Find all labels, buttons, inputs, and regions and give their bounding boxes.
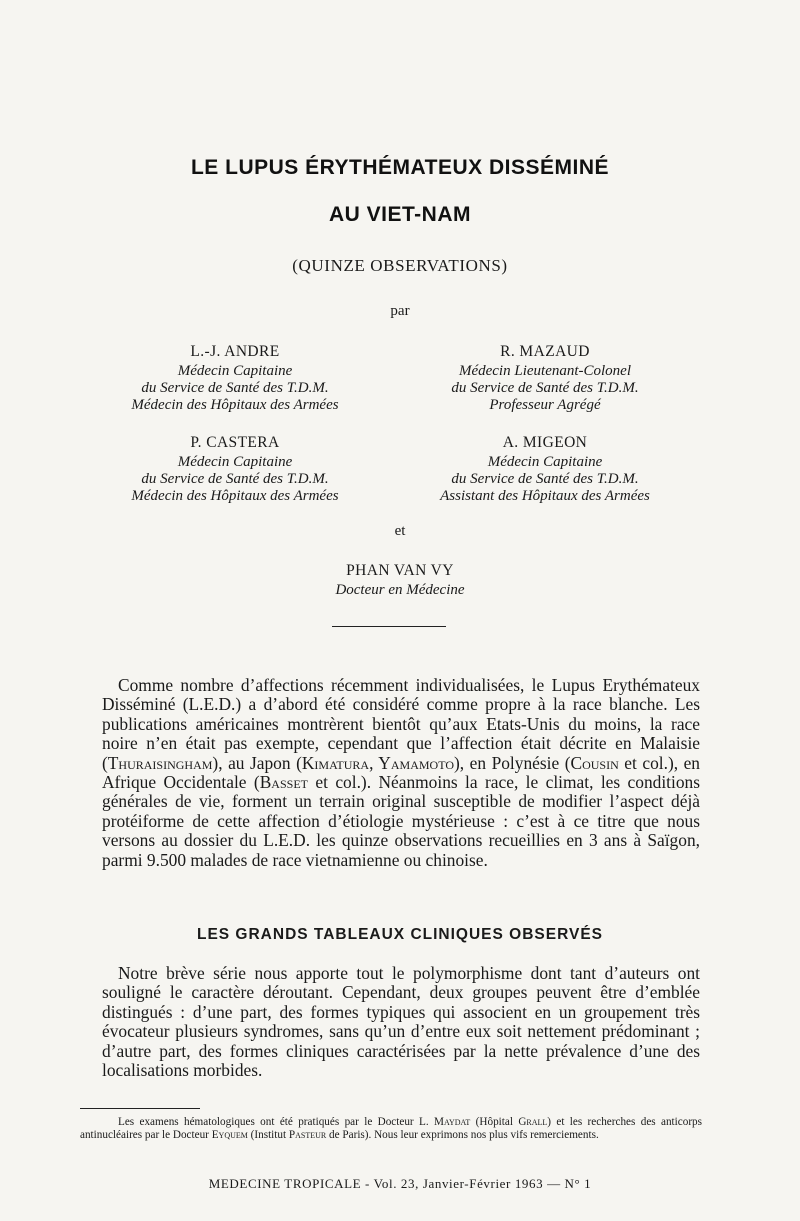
cited-name: Maydat [434, 1116, 471, 1128]
author-block [100, 434, 370, 505]
clinical-paragraph [102, 964, 700, 1080]
footnote-rule [80, 1108, 200, 1109]
author-block [100, 343, 370, 414]
author-affiliation: du Service de Santé des T.D.M. [451, 471, 639, 487]
author-name: A. MIGEON [502, 434, 588, 451]
article-subtitle: (QUINZE OBSERVATIONS) [292, 256, 508, 275]
author-affiliation: Médecin des Hôpitaux des Armées [131, 397, 339, 413]
footnote-text: (Institut [247, 1128, 289, 1141]
body-text: et col.), en Afrique Occidentale ( [102, 752, 701, 793]
author-affiliation: Assistant des Hôpitaux des Armées [440, 488, 650, 504]
footnote-text: (Hôpital [470, 1116, 519, 1128]
author-affiliation: du Service de Santé des T.D.M. [451, 380, 639, 396]
cited-name: Grall [518, 1116, 548, 1128]
author-name: L.-J. ANDRE [190, 343, 280, 360]
author-affiliation: Médecin Capitaine [177, 363, 293, 379]
byline-et: et [394, 523, 406, 539]
body-text: Comme nombre d’affections récemment individualisées, le Lupus Erythémateux Disséminé (L.E.D.) a d’abord été considéré comme propre à la race blanche. Les publications américaines montrèrent bientôt qu’aux Etats-Unis du moins, la race noire n’en était pas exempte, cependant que l’affection était décrite en Malaisie ( [102, 675, 700, 773]
article-title-line-2: AU VIET-NAM [329, 203, 471, 226]
article-title-line-1: LE LUPUS ÉRYTHÉMATEUX DISSÉMINÉ [190, 156, 610, 179]
footnote-text: ) et les recherches des anticorps antinucléaires par le Docteur [80, 1116, 702, 1141]
author-affiliation: du Service de Santé des T.D.M. [141, 471, 329, 487]
cited-author: Basset [259, 772, 308, 793]
cited-name: Eyquem [211, 1128, 248, 1141]
author-affiliation: Professeur Agrégé [489, 397, 601, 413]
author-affiliation: Médecin Capitaine [177, 454, 293, 470]
footnote-text: Les examens hématologiques ont été pratiqués par le Docteur L. [118, 1116, 434, 1128]
author-affiliation: Médecin des Hôpitaux des Armées [131, 488, 339, 504]
author-affiliation: Docteur en Médecine [335, 582, 465, 598]
author-name: P. CASTERA [190, 434, 280, 451]
author-affiliation: Médecin Capitaine [487, 454, 603, 470]
intro-paragraph [102, 676, 700, 870]
footnote-text: de Paris). Nous leur exprimons nos plus vifs remerciements. [326, 1128, 599, 1141]
cited-author: Kimatura, Yamamoto [301, 752, 454, 773]
byline-par: par [390, 303, 410, 319]
author-block [410, 434, 680, 505]
footnote [80, 1116, 702, 1142]
author-name: PHAN VAN VY [346, 562, 454, 579]
author-affiliation: du Service de Santé des T.D.M. [141, 380, 329, 396]
cited-name: Pasteur [288, 1128, 327, 1141]
journal-footer: MEDECINE TROPICALE - Vol. 23, Janvier-Février 1963 — N° 1 [208, 1176, 592, 1191]
cited-author: Thuraisingham [107, 752, 213, 773]
body-text: ), en Polynésie ( [454, 752, 571, 773]
body-text: ), au Japon ( [212, 752, 302, 773]
body-text: et col.). Néanmoins la race, le climat, les conditions générales de vie, forment un terrain original susceptible de modifier l’aspect déjà protéiforme de cette affection d’étiologie mystérieuse : c’est à ce titre que nous versons au dossier du L.E.D. les quinze observations recueillies en 3 ans à Saïgon, parmi 9.500 malades de race vietnamienne ou chinoise. [102, 772, 700, 870]
section-heading: LES GRANDS TABLEAUX CLINIQUES OBSERVÉS [196, 926, 604, 943]
author-block [410, 343, 680, 414]
title-separator-rule [332, 626, 446, 627]
author-affiliation: Médecin Lieutenant-Colonel [458, 363, 632, 379]
author-block [265, 562, 535, 599]
author-name: R. MAZAUD [500, 343, 590, 360]
cited-author: Cousin [570, 752, 619, 773]
body-text: Notre brève série nous apporte tout le polymorphisme dont tant d’auteurs ont souligné le caractère déroutant. Cependant, deux groupes peuvent être d’emblée distingués : d’une part, des formes typiques qui associent en un groupement très évocateur plusieurs syndromes, sans qu’un d’entre eux soit nettement prédominant ; d’autre part, des formes cliniques caractérisées par la nette prévalence d’une des localisations morbides. [102, 963, 700, 1081]
